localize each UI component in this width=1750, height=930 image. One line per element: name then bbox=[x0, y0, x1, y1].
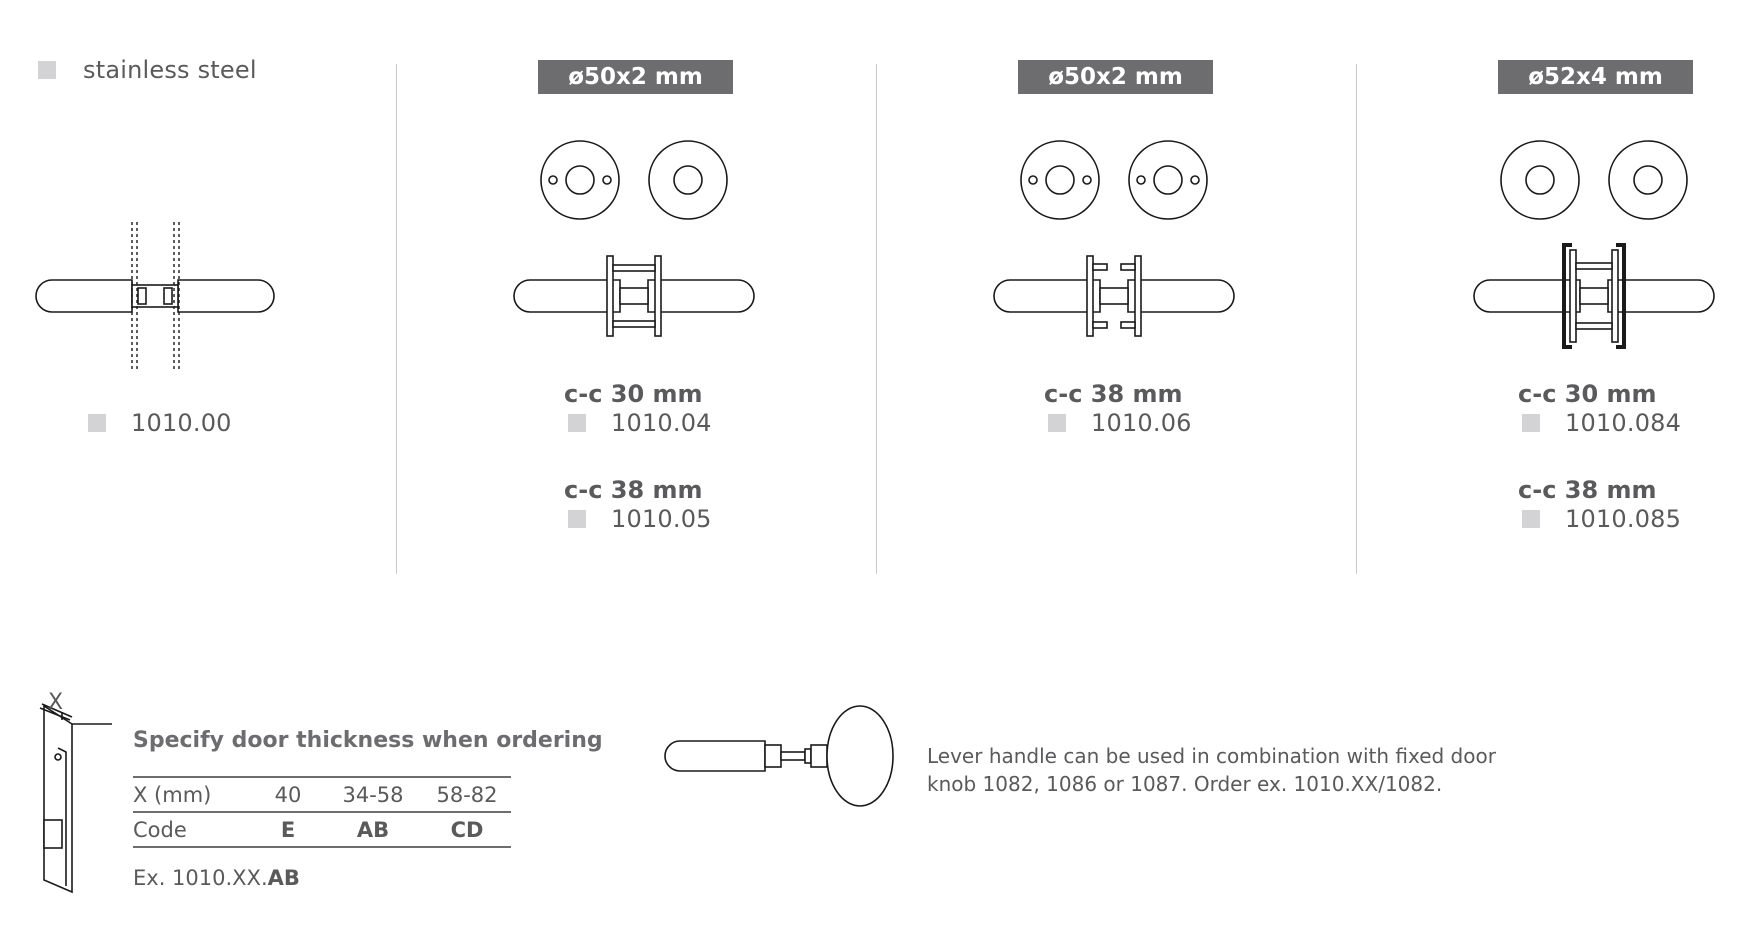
center-distance-label: c-c 38 mm bbox=[564, 476, 703, 504]
combination-note-line1: Lever handle can be used in combination with fixed door bbox=[927, 744, 1496, 768]
table-row bbox=[133, 777, 511, 812]
order-example-code: AB bbox=[267, 866, 300, 890]
row-label: Code bbox=[133, 817, 187, 842]
order-example-prefix: Ex. 1010.XX. bbox=[133, 866, 268, 890]
lever-handle-screw-fixing-icon bbox=[994, 256, 1234, 336]
table-cell: CD bbox=[450, 817, 484, 842]
product-code: 1010.05 bbox=[611, 505, 712, 533]
door-thickness-x-label: X bbox=[48, 690, 64, 715]
finish-swatch bbox=[1522, 510, 1540, 528]
rosette-plain-icon bbox=[1609, 141, 1687, 219]
product-code: 1010.085 bbox=[1565, 505, 1682, 533]
table-row bbox=[133, 812, 511, 847]
product-code: 1010.084 bbox=[1565, 409, 1682, 437]
rosette-screw-icon bbox=[1021, 141, 1099, 219]
center-distance-label: c-c 30 mm bbox=[564, 380, 703, 408]
finish-swatch bbox=[1522, 414, 1540, 432]
rosette-plain-icon bbox=[649, 141, 727, 219]
lever-handle-through-bolt-icon bbox=[514, 256, 754, 336]
product-code: 1010.06 bbox=[1091, 409, 1192, 437]
lever-handle-plain-icon bbox=[36, 222, 274, 372]
door-thickness-heading: Specify door thickness when ordering bbox=[133, 728, 603, 753]
lever-and-knob-icon bbox=[665, 706, 893, 806]
door-thickness-table bbox=[133, 776, 511, 848]
rosette-screw-icon bbox=[1129, 141, 1207, 219]
center-distance-label: c-c 30 mm bbox=[1518, 380, 1657, 408]
combination-note-line2: knob 1082, 1086 or 1087. Order ex. 1010.XX/1082. bbox=[927, 772, 1443, 796]
table-cell: 58-82 bbox=[436, 782, 498, 807]
finish-swatch bbox=[1048, 414, 1066, 432]
door-profile-icon bbox=[40, 704, 112, 892]
rosette-size-badge: ø52x4 mm bbox=[1498, 60, 1693, 94]
product-code: 1010.00 bbox=[131, 409, 232, 437]
material-label: stainless steel bbox=[83, 56, 257, 84]
rosette-screw-icon bbox=[541, 141, 619, 219]
finish-swatch bbox=[88, 414, 106, 432]
table-cell: 40 bbox=[274, 782, 302, 807]
center-distance-label: c-c 38 mm bbox=[1518, 476, 1657, 504]
lever-handle-thick-rosette-icon bbox=[1474, 245, 1714, 347]
rosette-plain-icon bbox=[1501, 141, 1579, 219]
finish-swatch bbox=[568, 510, 586, 528]
center-distance-label: c-c 38 mm bbox=[1044, 380, 1183, 408]
order-example bbox=[133, 866, 300, 890]
rosette-size-badge: ø50x2 mm bbox=[1018, 60, 1213, 94]
table-cell: 34-58 bbox=[342, 782, 404, 807]
product-code: 1010.04 bbox=[611, 409, 712, 437]
table-cell: E bbox=[280, 817, 296, 842]
row-label: X (mm) bbox=[133, 782, 212, 807]
finish-swatch bbox=[568, 414, 586, 432]
table-cell: AB bbox=[356, 817, 390, 842]
rosette-size-badge: ø50x2 mm bbox=[538, 60, 733, 94]
